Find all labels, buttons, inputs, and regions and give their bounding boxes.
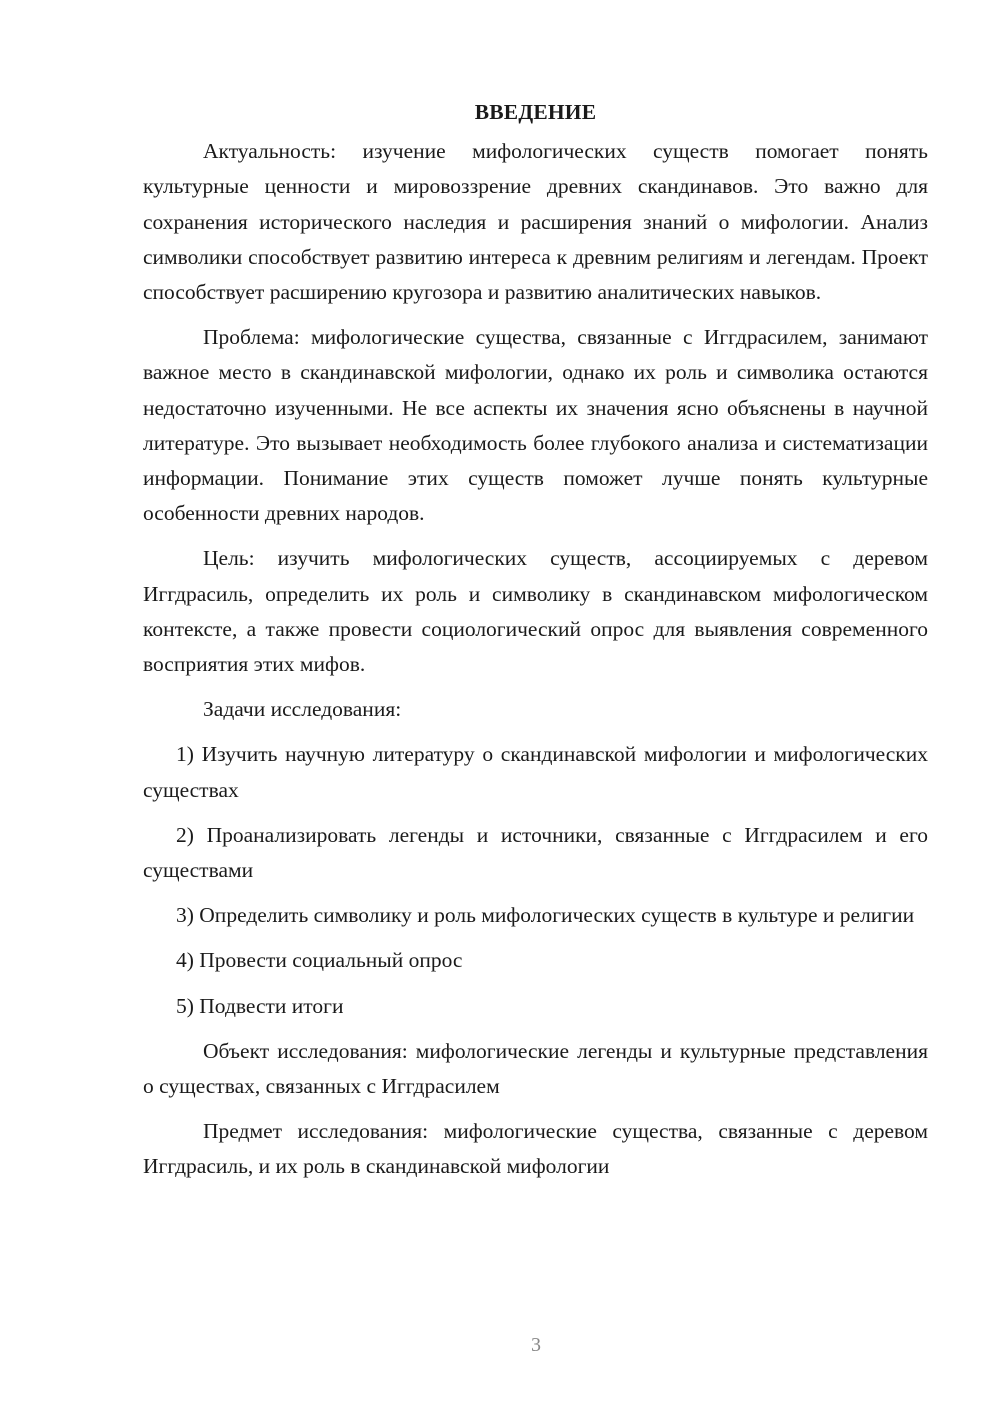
tasks-list bbox=[143, 737, 928, 1023]
section-title: ВВЕДЕНИЕ bbox=[474, 100, 597, 124]
tasks-label: Задачи исследования: bbox=[203, 697, 402, 722]
document-page bbox=[143, 95, 928, 1195]
page-number: 3 bbox=[531, 1334, 541, 1356]
relevance-paragraph: Актуальность: изучение мифологических существ помогает понять культурные ценности и мировоззрение древних скандинавов. Это важно для сохранения исторического наследия и расширения знаний о мифологии. Анализ символики способствует развитию интереса к древним религиям и легендам. Проект способствует расширению кругозора и развитию аналитических навыков. bbox=[143, 139, 928, 305]
task-item: 2) Проанализировать легенды и источники, связанные с Иггдрасилем и его существами bbox=[143, 822, 928, 883]
goal-paragraph: Цель: изучить мифологических существ, ассоциируемых с деревом Иггдрасиль, определить их роль и символику в скандинавском мифологическом контексте, а также провести социологический опрос для выявления современного восприятия этих мифов. bbox=[143, 546, 928, 677]
task-item: 4) Провести социальный опрос bbox=[176, 948, 463, 973]
problem-paragraph: Проблема: мифологические существа, связанные с Иггдрасилем, занимают важное место в скандинавской мифологии, однако их роль и символика остаются недостаточно изученными. Не все аспекты их значения ясно объяснены в научной литературе. Это вызывает необходимость более глубокого анализа и систематизации информации. Понимание этих существ поможет лучше понять культурные особенности древних народов. bbox=[143, 325, 928, 526]
task-item: 3) Определить символику и роль мифологических существ в культуре и религии bbox=[176, 903, 915, 928]
task-item: 5) Подвести итоги bbox=[176, 993, 344, 1018]
task-item: 1) Изучить научную литературу о скандинавской мифологии и мифологических существах bbox=[143, 742, 928, 802]
subject-paragraph: Предмет исследования: мифологические существа, связанные с деревом Иггдрасиль, и их роль в скандинавской мифологии bbox=[143, 1119, 928, 1179]
object-paragraph: Объект исследования: мифологические легенды и культурные представления о существах, связанных с Иггдрасилем bbox=[143, 1038, 928, 1099]
